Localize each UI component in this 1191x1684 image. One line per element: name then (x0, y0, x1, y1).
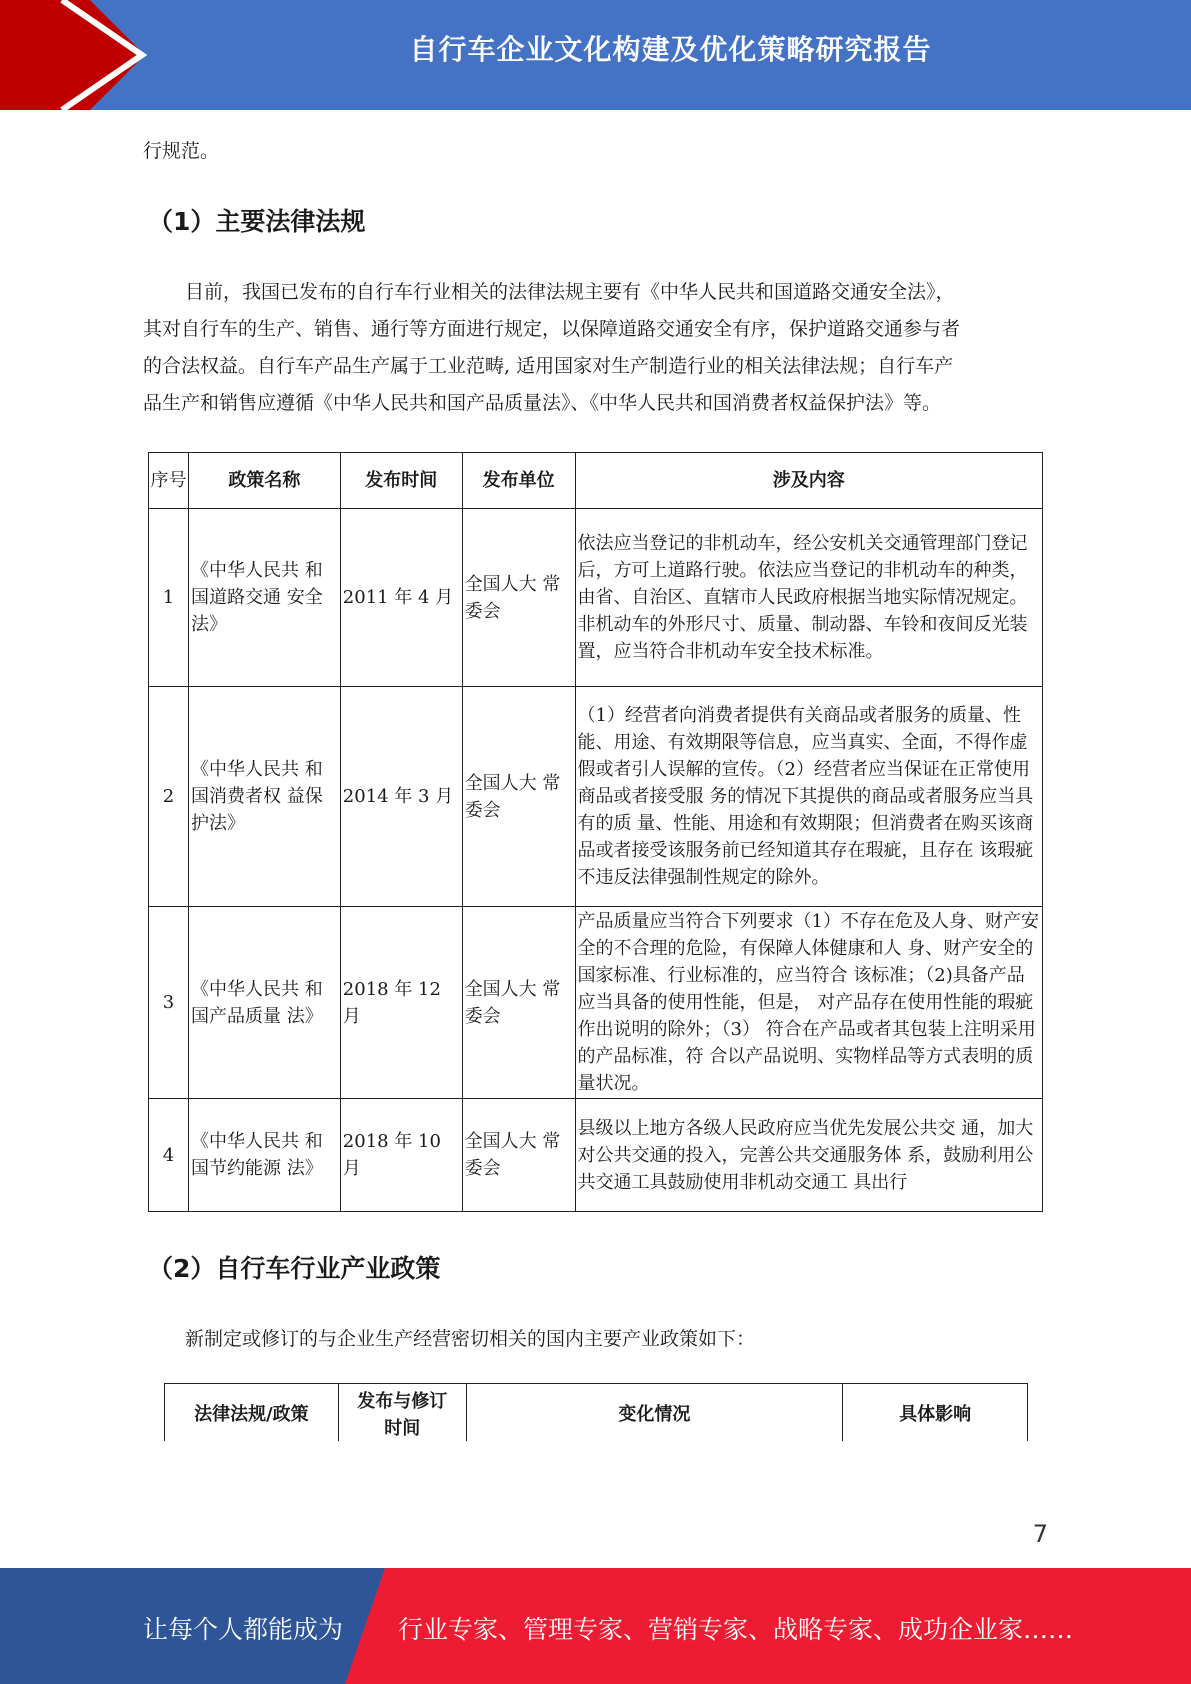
cell-content: 县级以上地方各级人民政府应当优先发展公共交 通，加大对公共交通的投入，完善公共交通服务体 系，鼓励利用公共交通工具鼓励使用非机动交通工 具出行 (575, 1099, 1042, 1212)
cell-content: （1）经营者向消费者提供有关商品或者服务的质量、性能、用途、有效期限等信息，应当真实、全面，不得作虚假或者引人误解的宣传。（2）经营者应当保证在正常使用商品或者接受服 务的情况下其提供的商品或者服务应当具有的质 量、性能、用途和有效期限；但消费者在购买该商 品或者接受该服务前已经知道其存在瑕疵，且存在 该瑕疵不违反法律强制性规定的除外。 (575, 687, 1042, 907)
cell-name: 《中华人民共 和国节约能源 法》 (188, 1099, 340, 1212)
intro-tail-text: 行规范。 (143, 140, 220, 162)
page-header (0, 0, 1191, 110)
footer-slogan-left: 让每个人都能成为 (143, 1615, 344, 1644)
cell-date: 2011 年 4 月 (340, 509, 462, 687)
cell-date: 2018 年 10 月 (340, 1099, 462, 1212)
policy-table (164, 1383, 1028, 1441)
table-row (149, 1099, 1043, 1212)
table-row (149, 907, 1043, 1099)
col-header-revision-date: 发布与修订时间 (338, 1384, 466, 1442)
col-header-no: 序号 (149, 453, 189, 509)
paragraph-line: 品生产和销售应遵循《中华人民共和国产品质量法》、《中华人民共和国消费者权益保护法》等。 (143, 392, 942, 414)
col-header-issuer: 发布单位 (462, 453, 575, 509)
policy-table-wrapper (164, 1383, 1028, 1441)
cell-content: 产品质量应当符合下列要求（1）不存在危及人身、财产安全的不合理的危险，有保障人体健康和人 身、财产安全的国家标准、行业标准的，应当符合 该标准；（2)具备产品应当具备的使用性能，但是， 对产品存在使用性能的瑕疵作出说明的除外；（3） 符合在产品或者其包装上注明采用的产品标准，符 合以产品说明、实物样品等方式表明的质量状况。 (575, 907, 1042, 1099)
paragraph-line: 其对自行车的生产、销售、通行等方面进行规定，以保障道路交通安全有序，保护道路交通参与者 (143, 318, 961, 340)
cell-content: 依法应当登记的非机动车，经公安机关交通管理部门登记后，方可上道路行驶。依法应当登记的非机动车的种类，由省、自治区、直辖市人民政府根据当地实际情况规定。非机动车的外形尺寸、质量、制动器、车铃和夜间反光装置，应当符合非机动车安全技术标准。 (575, 509, 1042, 687)
table-row (149, 687, 1043, 907)
header-red-arrow-decoration (0, 0, 150, 110)
section1-heading: （1）主要法律法规 (148, 207, 366, 236)
laws-table (148, 452, 1043, 1212)
footer-slogan-right: 行业专家、管理专家、营销专家、战略专家、成功企业家…… (398, 1615, 1074, 1644)
cell-date: 2014 年 3 月 (340, 687, 462, 907)
page-number: 7 (1032, 1520, 1048, 1548)
cell-issuer: 全国人大 常委会 (462, 907, 575, 1099)
cell-no: 3 (149, 907, 189, 1099)
section2-paragraph: 新制定或修订的与企业生产经营密切相关的国内主要产业政策如下： (185, 1328, 756, 1350)
header-title: 自行车企业文化构建及优化策略研究报告 (409, 33, 932, 66)
table-row (149, 509, 1043, 687)
col-header-date: 发布时间 (340, 453, 462, 509)
cell-issuer: 全国人大 常委会 (462, 509, 575, 687)
paragraph-line: 目前，我国已发布的自行车行业相关的法律法规主要有《中华人民共和国道路交通安全法》， (185, 281, 955, 303)
cell-name: 《中华人民共 和国道路交通 安全法》 (188, 509, 340, 687)
cell-issuer: 全国人大 常委会 (462, 687, 575, 907)
col-header-name: 政策名称 (188, 453, 340, 509)
col-header-law: 法律法规/政策 (165, 1384, 339, 1442)
cell-no: 4 (149, 1099, 189, 1212)
table-header-row (149, 453, 1043, 509)
section1-paragraph (143, 274, 1043, 422)
col-header-impact: 具体影响 (843, 1384, 1028, 1442)
cell-issuer: 全国人大 常委会 (462, 1099, 575, 1212)
col-header-changes: 变化情况 (466, 1384, 843, 1442)
cell-name: 《中华人民共 和国产品质量 法》 (188, 907, 340, 1099)
cell-no: 1 (149, 509, 189, 687)
section2-heading: （2）自行车行业产业政策 (148, 1254, 441, 1283)
cell-name: 《中华人民共 和国消费者权 益保护法》 (188, 687, 340, 907)
col-header-content: 涉及内容 (575, 453, 1042, 509)
cell-no: 2 (149, 687, 189, 907)
paragraph-line: 的合法权益。自行车产品生产属于工业范畴, 适用国家对生产制造行业的相关法律法规；自行车产 (143, 355, 954, 377)
cell-date: 2018 年 12 月 (340, 907, 462, 1099)
table-header-row (165, 1384, 1028, 1442)
